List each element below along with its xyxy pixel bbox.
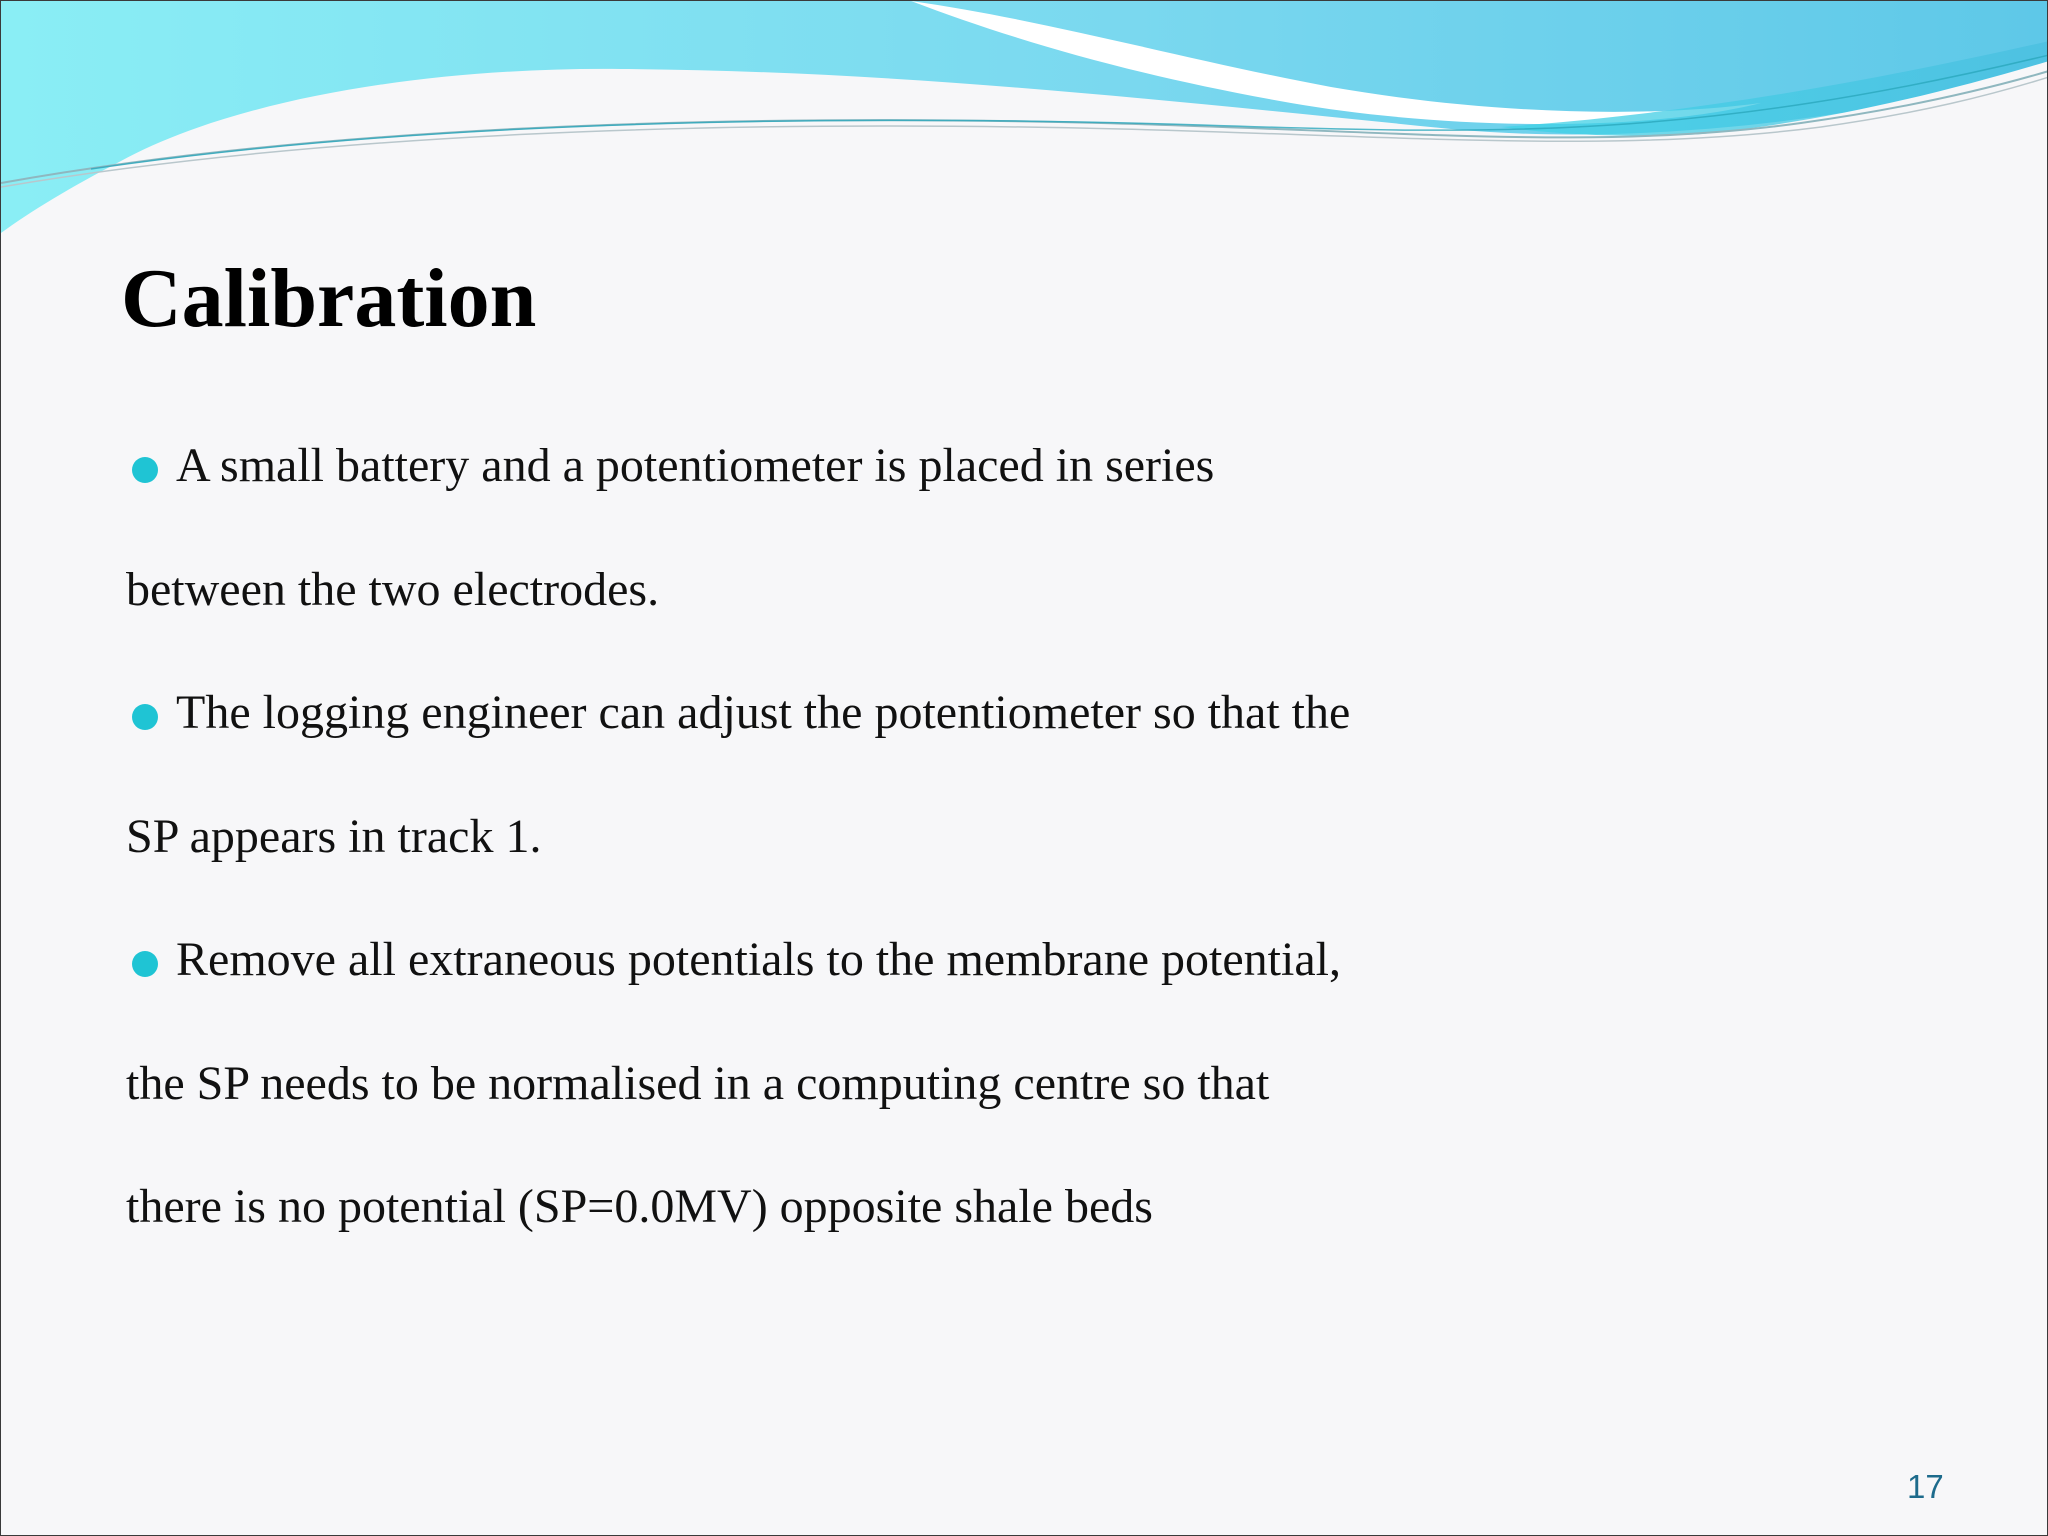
bullet-text: Remove all extraneous potentials to the membrane potential,	[176, 933, 1341, 986]
bullet-continuation	[126, 1174, 1626, 1298]
bullet-item	[126, 680, 1626, 804]
bullet-dot-icon	[132, 704, 158, 730]
page-number: 17	[1907, 1468, 1944, 1505]
bullet-text: the SP needs to be normalised in a computing centre so that	[126, 1056, 1270, 1110]
bullet-text: there is no potential (SP=0.0MV) opposite shale beds	[126, 1180, 1153, 1233]
bullet-item	[126, 433, 1626, 557]
slide-title: Calibration	[121, 252, 537, 345]
bullet-text: between the two electrodes.	[126, 562, 660, 616]
bullet-continuation	[126, 557, 1626, 681]
bullet-dot-icon	[132, 951, 158, 977]
bullet-continuation	[126, 804, 1626, 928]
slide-body	[126, 433, 1626, 1298]
bullet-text: SP appears in track 1.	[126, 809, 542, 863]
header-wave-decoration	[1, 1, 2048, 241]
bullet-dot-icon	[132, 457, 158, 483]
bullet-text: A small battery and a potentiometer is placed in series	[176, 439, 1215, 492]
bullet-continuation	[126, 1051, 1626, 1175]
bullet-item	[126, 927, 1626, 1051]
bullet-text: The logging engineer can adjust the potentiometer so that the	[176, 686, 1351, 739]
